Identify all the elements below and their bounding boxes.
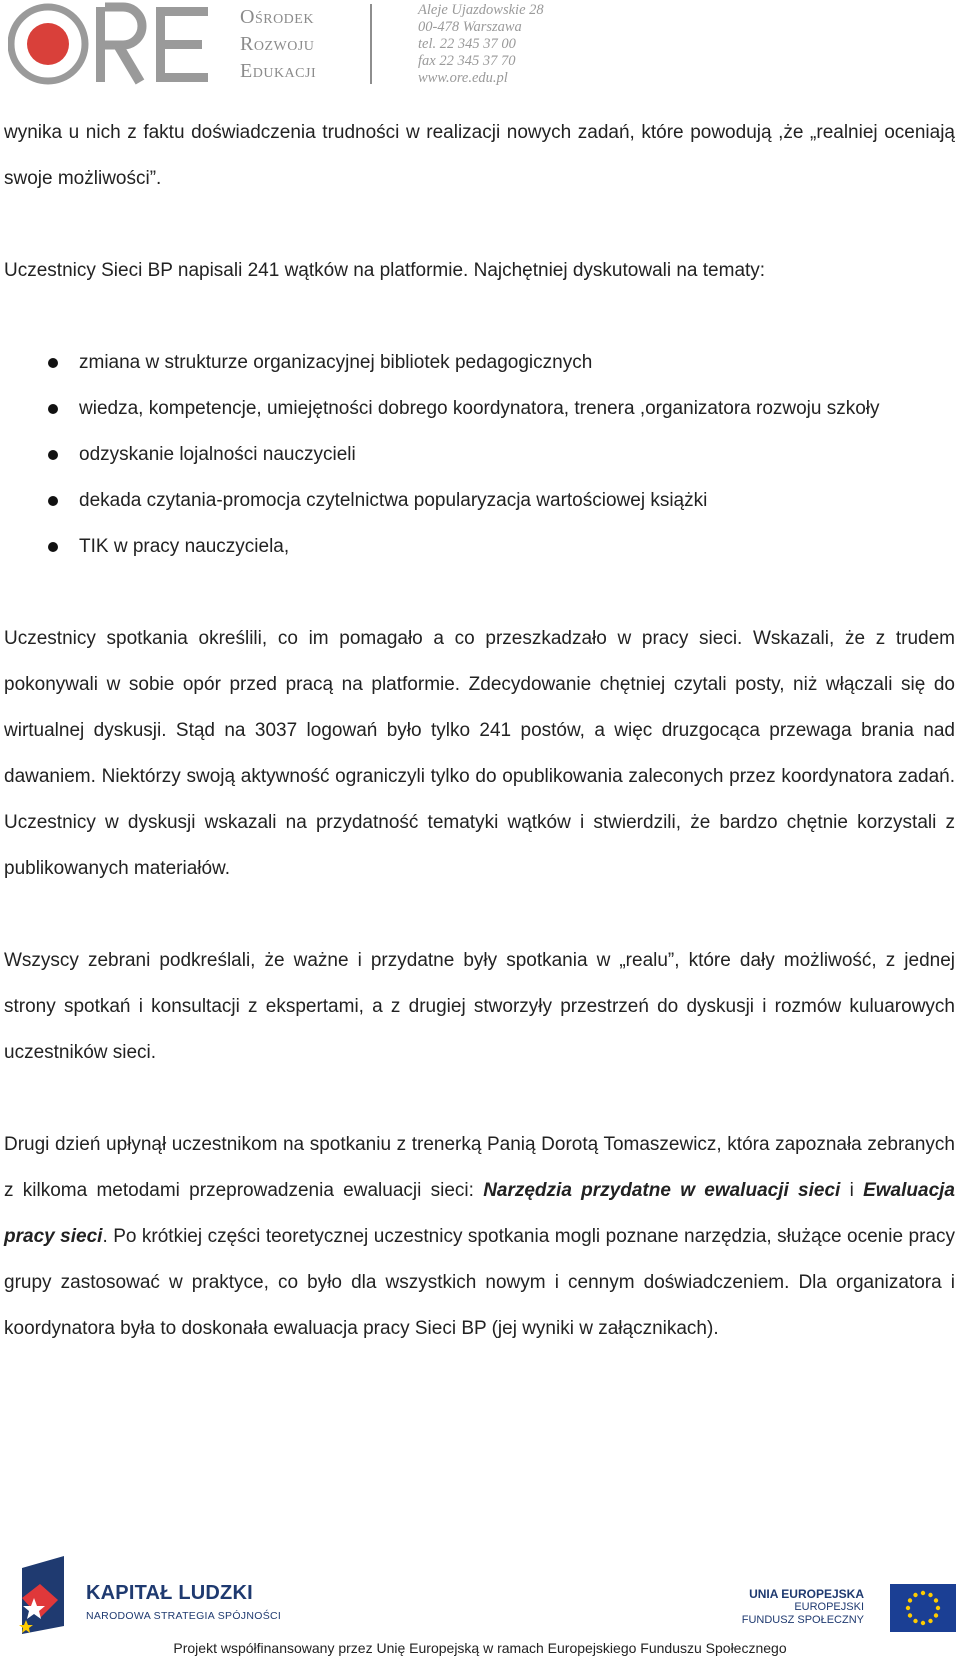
bullet-icon [48,404,58,414]
fax-line: fax 22 345 37 70 [418,53,516,69]
cofinancing-note: Projekt współfinansowany przez Unię Europejską w ramach Europejskiego Funduszu Społecznego [173,1640,787,1656]
paragraph-4: Wszyscy zebrani podkreślali, że ważne i przydatne były spotkania w „realu”, które dały możliwość, z jednej strony spotkań i konsultacji z ekspertami, a z drugiej stworzyły przestrzeń do dyskusji i rozmów kuluarowych uczestników sieci. [4,950,955,1063]
list-item: dekada czytania-promocja czytelnictwa popularyzacja wartościowej książki [4,478,955,524]
header-divider [370,4,372,84]
eu-label-line: FUNDUSZ SPOŁECZNY [741,1614,864,1626]
organization-address [418,2,618,87]
paragraph-5: Drugi dzień upłynął uczestnikom na spotkaniu z trenerką Panią Dorotą Tomaszewicz, która zapoznała zebranych z kilkoma metodami przeprowadzenia ewaluacji sieci: Narzędzia przydatne w ewaluacji sieci i Ewaluacja pracy sieci. Po krótkiej części teoretycznej uczestnicy spotkania mogli poznane narzędzia, służące ocenie pracy grupy zastosować w praktyce, co było dla wszystkich nowym i cennym doświadczeniem. Dla organizatora i koordynatora była to doskonała ewaluacja pracy Sieci BP (jej wyniki w załącznikach). [4,1134,955,1339]
bullet-icon [48,358,58,368]
kapital-ludzki-title: KAPITAŁ LUDZKI [86,1582,253,1604]
list-item: TIK w pracy nauczyciela, [4,524,955,570]
kapital-ludzki-subtitle: NARODOWA STRATEGIA SPÓJNOŚCI [86,1610,282,1622]
bullet-icon [48,450,58,460]
kapital-ludzki-logo-icon [18,1554,68,1636]
document-body [4,110,955,1352]
eu-fund-label [742,1588,864,1627]
eu-label-line: UNIA EUROPEJSKA [749,1587,864,1601]
paragraph-2: Uczestnicy Sieci BP napisali 241 wątków na platformie. Najchętniej dyskutowali na tematy: [4,260,766,281]
org-name-line: Ośrodek [240,6,314,28]
letterhead [0,0,960,90]
bullet-icon [48,496,58,506]
eu-flag-icon [890,1584,956,1632]
ore-logo [8,2,220,88]
paragraph-3: Uczestnicy spotkania określili, co im pomagało a co przeszkadzało w pracy sieci. Wskazali, że z trudem pokonywali w sobie opór przed pracą na platformie. Zdecydowanie chętniej czytali posty, niż włączali się do wirtualnej dyskusji. Stąd na 3037 logowań było tylko 241 postów, a więc druzgocąca przewaga brania nad dawaniem. Niektórzy swoją aktywność ograniczyli tylko do opublikowania zaleconych przez koordynatora zadań. Uczestnicy w dyskusji wskazali na przydatność tematyki wątków i stwierdzili, że bardzo chętnie korzystali z publikowanych materiałów. [4,628,955,879]
website-line: www.ore.edu.pl [418,70,508,86]
paragraph-1: wynika u nich z faktu doświadczenia trudności w realizacji nowych zadań, które powodują ,że „realniej oceniają swoje możliwości”. [4,122,955,189]
tool-name-2: Ewaluacja pracy sieci [4,1180,955,1247]
organization-name [240,4,350,85]
eu-label-line: EUROPEJSKI [794,1601,864,1613]
list-item: zmiana w strukturze organizacyjnej bibliotek pedagogicznych [4,340,955,386]
tool-name-1: Narzędzia przydatne w ewaluacji sieci [483,1180,841,1201]
org-name-line: Edukacji [240,60,317,82]
bullet-icon [48,542,58,552]
list-item: wiedza, kompetencje, umiejętności dobrego koordynatora, trenera ,organizatora rozwoju szkoły [4,386,955,432]
org-name-line: Rozwoju [240,33,315,55]
address-line: Aleje Ujazdowskie 28 [418,2,544,18]
footer [0,1540,960,1657]
address-line: 00-478 Warszawa [418,19,522,35]
topics-list [4,340,955,570]
list-item: odzyskanie lojalności nauczycieli [4,432,955,478]
phone-line: tel. 22 345 37 00 [418,36,516,52]
